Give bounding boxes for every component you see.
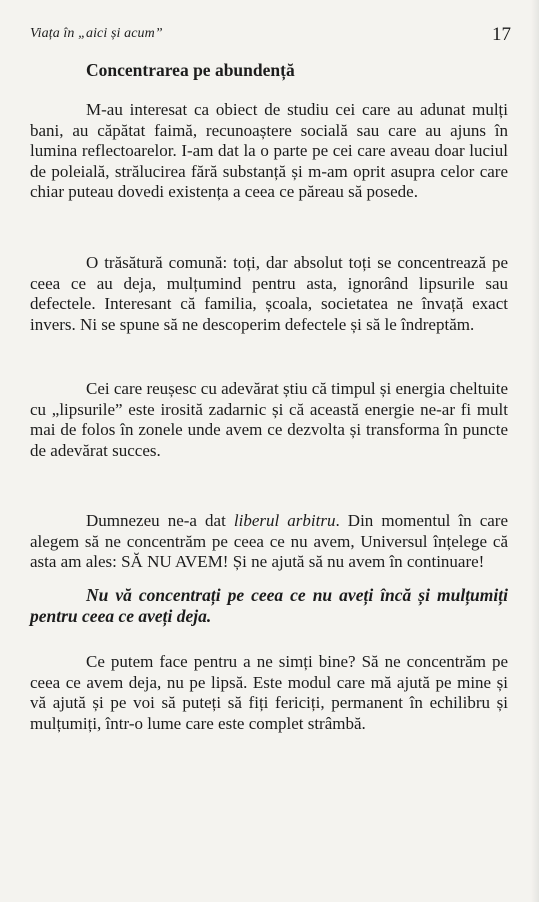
page-number: 17 — [492, 24, 511, 45]
paragraph-1: M-au interesat ca obiect de studiu cei care au adunat mulți bani, au căpătat faimă, recunoaștere socială sau care au ajuns în lumina reflectoarelor. I-am dat la o parte pe cei care aveau doar luciul de poleială, strălucirea fără substanță și m-am oprit asupra celor care chiar puteau dovedi existența a ceea ce păreau să posede. — [30, 100, 508, 202]
running-head: Viața în „aici și acum” — [30, 26, 163, 41]
page-header — [30, 26, 511, 48]
paragraph-4 — [30, 511, 508, 573]
paragraph-4-italic: liberul arbitru — [233, 511, 336, 530]
section-title: Concentrarea pe abundență — [86, 60, 295, 80]
paragraph-3: Cei care reușesc cu adevărat știu că timpul și energia cheltuite cu „lipsurile” este irosită zadarnic și că această energie ne-ar fi mult mai de folos în zonele unde avem ce dezvolta și transforma în puncte de adevărat succes. — [30, 379, 508, 460]
paragraph-2: O trăsătură comună: toți, dar absolut toți se concentrează pe ceea ce au deja, mulțumind pentru asta, ignorând lipsurile sau defectele. Interesant că familia, școala, societatea ne învață exact invers. Ni se spune să ne descoperim defectele și să le îndreptăm. — [30, 253, 508, 334]
paragraph-4-start: Dumnezeu ne-a dat — [86, 511, 234, 530]
page-edge-shadow — [531, 0, 539, 902]
paragraph-4-end: . Din momentul în care alegem să ne concentrăm pe ceea ce nu avem, Universul înțelege că asta am ales: SĂ NU AVEM! Și ne ajută să nu avem în continuare! — [30, 511, 508, 572]
paragraph-6: Ce putem face pentru a ne simți bine? Să ne concentrăm pe ceea ce avem deja, nu pe lipsă. Este modul care mă ajută pe mine și vă ajută și pe voi să puteți să fiți fericiți, permanent în echilibru și mulțumiți, într-o lume care este complet strâmbă. — [30, 652, 508, 733]
emphasis-statement: Nu vă concentrați pe ceea ce nu aveți încă și mulțumiți pentru ceea ce aveți deja. — [30, 585, 508, 626]
